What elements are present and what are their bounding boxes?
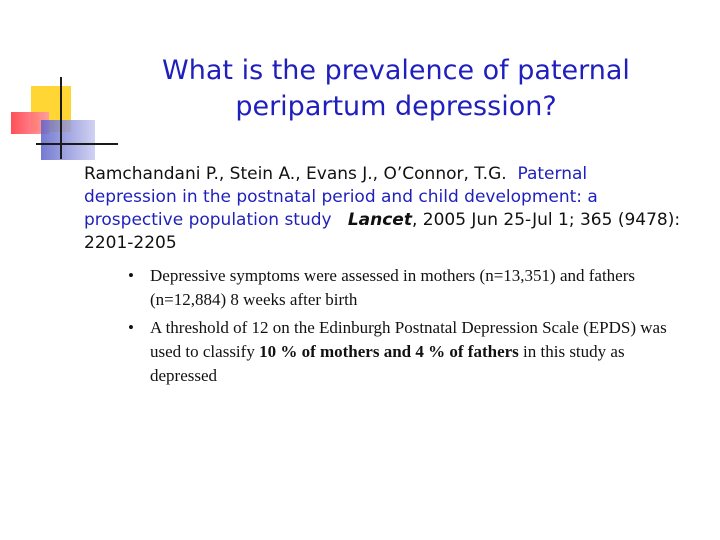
bullet-icon: • [128, 318, 134, 337]
bullet-item [128, 316, 688, 388]
bullet-list [128, 264, 688, 392]
bullet-text-part: in this study as depressed [150, 342, 625, 385]
bullet-bold-text: 10 % of mothers and 4 % of fathers [259, 342, 519, 361]
citation-authors: Ramchandani P., Stein A., Evans J., O’Connor, T.G. [84, 164, 507, 184]
decorative-horizontal-line [36, 143, 118, 145]
bullet-item [128, 264, 688, 312]
decorative-blue-square [41, 120, 95, 160]
slide-title: What is the prevalence of paternal peripartum depression? [162, 55, 630, 122]
citation-article-title: Paternal depression in the postnatal period and child development: a prospective population study [84, 164, 598, 230]
bullet-text-part: A threshold of 12 on the Edinburgh Postnatal Depression Scale (EPDS) was used to classify [150, 318, 667, 361]
citation-journal: Lancet [347, 210, 412, 230]
bullet-icon: • [128, 266, 134, 285]
bullet-text: Depressive symptoms were assessed in mothers (n=13,351) and fathers (n=12,884) 8 weeks after birth [150, 266, 636, 309]
citation-details: , 2005 Jun 25-Jul 1; 365 (9478): 2201-2205 [84, 210, 681, 253]
decorative-vertical-line [60, 77, 62, 159]
citation [84, 163, 684, 255]
